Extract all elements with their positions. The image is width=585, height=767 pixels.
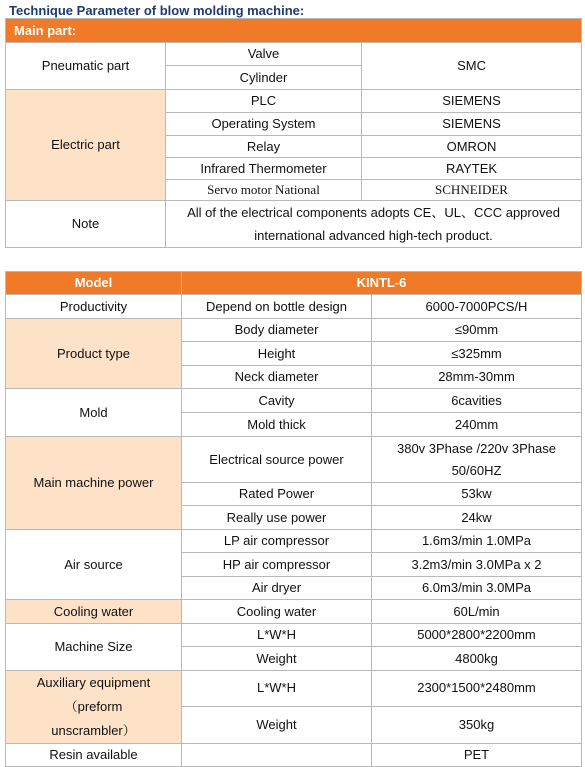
note-text xyxy=(166,201,582,248)
spec-value: 5000*2800*2200mm xyxy=(372,624,582,647)
air-source-label: Air source xyxy=(6,530,182,600)
spec-item: Air dryer xyxy=(182,577,372,600)
spec-item: HP air compressor xyxy=(182,553,372,577)
electric-item: PLC xyxy=(166,90,362,113)
spec-item: Rated Power xyxy=(182,483,372,506)
product-type-label: Product type xyxy=(6,319,182,389)
spec-item: Really use power xyxy=(182,506,372,530)
spec-item: Neck diameter xyxy=(182,366,372,389)
spec-item: Depend on bottle design xyxy=(182,295,372,319)
cooling-label: Cooling water xyxy=(6,600,182,624)
note-line: All of the electrical components adopts CE、UL、CCC approved xyxy=(187,205,560,220)
spec-value: 28mm-30mm xyxy=(372,366,582,389)
electric-brand: RAYTEK xyxy=(362,158,582,180)
pneumatic-item: Valve xyxy=(166,43,362,66)
spec-value-line: 380v 3Phase /220v 3Phase xyxy=(396,440,556,456)
auxiliary-label-line: Auxiliary equipment（preform xyxy=(36,675,151,714)
machine-size-label: Machine Size xyxy=(6,624,182,671)
spec-value: ≤325mm xyxy=(372,342,582,366)
spec-item: Electrical source power xyxy=(182,437,372,483)
spec-value: 1.6m3/min 1.0MPa xyxy=(372,530,582,553)
spec-value xyxy=(372,437,582,483)
spec-item: Cavity xyxy=(182,389,372,413)
auxiliary-label xyxy=(6,671,182,744)
mold-label: Mold xyxy=(6,389,182,437)
spec-item: L*W*H xyxy=(182,671,372,707)
electric-brand: SCHNEIDER xyxy=(362,180,582,201)
spec-value: 6cavities xyxy=(372,389,582,413)
productivity-label: Productivity xyxy=(6,295,182,319)
spec-value: 2300*1500*2480mm xyxy=(372,671,582,707)
note-line: international advanced high-tech product. xyxy=(254,228,493,243)
electric-brand: OMRON xyxy=(362,136,582,158)
spec-value: 53kw xyxy=(372,483,582,506)
main-part-table xyxy=(5,18,582,248)
spec-value-line: 50/60HZ xyxy=(451,462,502,478)
pneumatic-item: Cylinder xyxy=(166,66,362,90)
pneumatic-label: Pneumatic part xyxy=(6,43,166,90)
spec-item: Cooling water xyxy=(182,600,372,624)
spec-item: L*W*H xyxy=(182,624,372,647)
electric-item: Infrared Thermometer xyxy=(166,158,362,180)
auxiliary-label-line: unscrambler） xyxy=(51,723,136,738)
spec-table xyxy=(5,271,582,767)
spec-value: 24kw xyxy=(372,506,582,530)
spec-value: 350kg xyxy=(372,706,582,743)
spec-value: 6000-7000PCS/H xyxy=(372,295,582,319)
electric-brand: SIEMENS xyxy=(362,113,582,136)
spec-value: ≤90mm xyxy=(372,319,582,342)
resin-label: Resin available xyxy=(6,744,182,767)
spec-value: 3.2m3/min 3.0MPa x 2 xyxy=(372,553,582,577)
spec-item: Weight xyxy=(182,706,372,743)
spec-item: Weight xyxy=(182,647,372,671)
pneumatic-brand: SMC xyxy=(362,43,582,90)
page-heading: Technique Parameter of blow molding machine: xyxy=(9,3,305,18)
spec-item: Height xyxy=(182,342,372,366)
model-value: KINTL-6 xyxy=(182,272,582,295)
spec-value: 60L/min xyxy=(372,600,582,624)
spec-value: 240mm xyxy=(372,413,582,437)
spec-value: 4800kg xyxy=(372,647,582,671)
electric-item: Operating System xyxy=(166,113,362,136)
spec-item: Body diameter xyxy=(182,319,372,342)
electric-item: Servo motor National xyxy=(166,180,362,201)
spec-item: LP air compressor xyxy=(182,530,372,553)
spec-value: 6.0m3/min 3.0MPa xyxy=(372,577,582,600)
spec-item: Mold thick xyxy=(182,413,372,437)
note-label: Note xyxy=(6,201,166,248)
spec-value: PET xyxy=(372,744,582,767)
electric-label: Electric part xyxy=(6,90,166,201)
electric-brand: SIEMENS xyxy=(362,90,582,113)
model-label: Model xyxy=(6,272,182,295)
main-part-header: Main part: xyxy=(6,19,582,43)
power-label: Main machine power xyxy=(6,437,182,530)
electric-item: Relay xyxy=(166,136,362,158)
